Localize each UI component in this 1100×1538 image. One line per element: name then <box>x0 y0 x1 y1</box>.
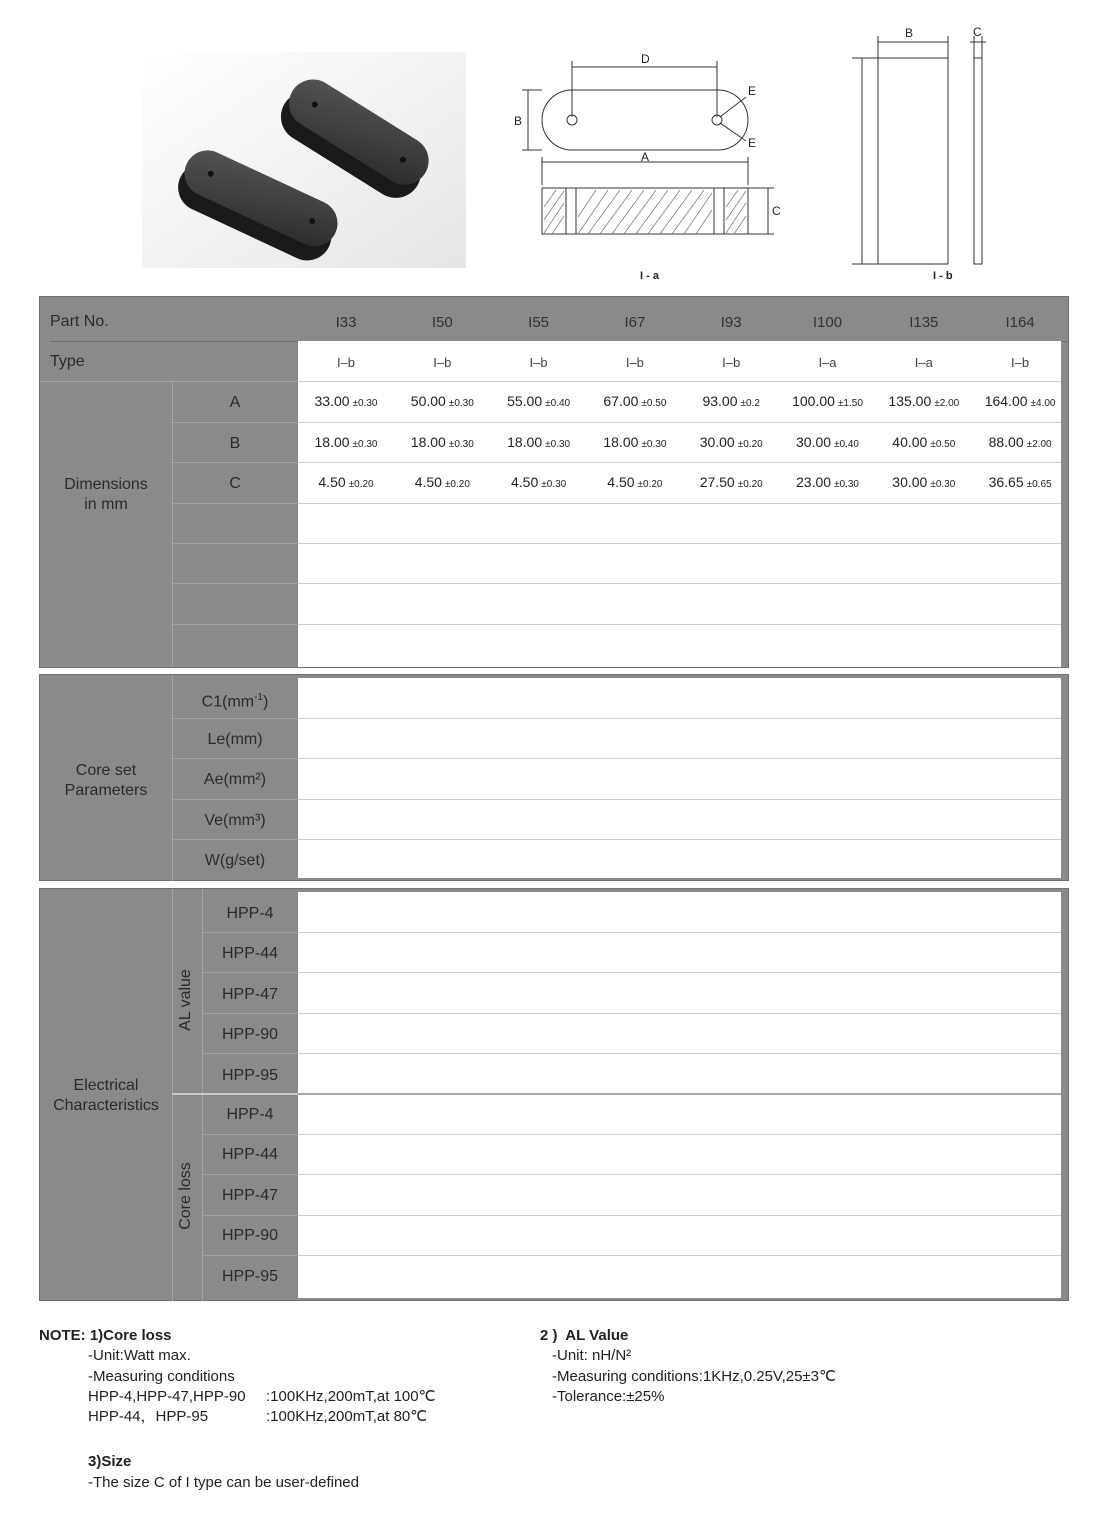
dim-value-tolerance: ±0.50 <box>930 438 956 450</box>
dim-row-label-b: B <box>229 435 241 452</box>
core-loss-label: Core loss <box>177 1162 194 1230</box>
dim-value-number: 18.00 <box>410 433 446 450</box>
dim-value-a-7 <box>972 393 1068 409</box>
dim-value-c-0 <box>298 474 394 490</box>
note-size-title: 3)Size <box>88 1453 132 1470</box>
dim-a-label: A <box>641 150 650 164</box>
drawing-i-a <box>508 45 788 245</box>
dim-row-label-c: C <box>229 475 241 492</box>
loss-row-label-4: HPP-95 <box>221 1267 279 1285</box>
dimensions-panel <box>39 296 1069 668</box>
note-al-title: 2 ) AL Value <box>540 1327 629 1344</box>
dim-value-number: 93.00 <box>702 393 738 409</box>
dim-value-tolerance: ±2.00 <box>1026 438 1052 450</box>
dim-value-tolerance: ±0.20 <box>737 479 763 490</box>
dim-b-label: B <box>514 114 523 128</box>
dim-value-tolerance: ±0.20 <box>637 479 663 490</box>
dim-value-number: 50.00 <box>410 393 446 409</box>
al-row-label-4: HPP-95 <box>221 1066 279 1084</box>
dim-value-a-6 <box>876 393 972 409</box>
dim-value-number: 88.00 <box>988 433 1024 450</box>
drawing-i-b <box>840 22 1000 272</box>
loss-row-label-2: HPP-47 <box>221 1186 279 1204</box>
type-cell-7: I–b <box>1011 355 1030 370</box>
dim-value-tolerance: ±0.30 <box>352 438 378 450</box>
dim-value-number: 67.00 <box>603 393 639 409</box>
type-cell-4: I–b <box>722 355 741 370</box>
caption-i-a: I - a <box>640 270 659 282</box>
dim-value-tolerance: ±0.2 <box>740 398 760 409</box>
param-ae: Ae(mm²) <box>203 771 267 788</box>
loss-row-label-0: HPP-4 <box>226 1106 274 1123</box>
dim-value-tolerance: ±2.00 <box>934 398 960 409</box>
note-cond-2-right: :100KHz,200mT,at 80℃ <box>266 1408 428 1425</box>
type-cell-1: I–b <box>433 355 452 370</box>
dim-value-c-2 <box>491 474 587 490</box>
part-number-4: I93 <box>720 314 742 331</box>
dim-value-tolerance: ±4.00 <box>1030 398 1056 409</box>
dim-value-number: 4.50 <box>414 474 442 490</box>
dim-value-number: 135.00 <box>888 393 932 409</box>
dim-value-b-1 <box>394 434 490 450</box>
dim-value-tolerance: ±0.30 <box>541 479 567 490</box>
dim-value-tolerance: ±0.40 <box>834 438 859 450</box>
core-set-group-label: Core set Parameters <box>64 762 148 799</box>
dim-value-b-5 <box>780 434 876 450</box>
note-cond-1-right: :100KHz,200mT,at 100℃ <box>266 1388 436 1405</box>
al-row-label-2: HPP-47 <box>221 985 279 1003</box>
dim-value-tolerance: ±0.65 <box>1026 479 1052 490</box>
caption-i-b: I - b <box>933 270 953 282</box>
dim-value-tolerance: ±0.50 <box>641 398 667 409</box>
dim-c-label: C <box>772 204 781 218</box>
dim-value-number: 164.00 <box>984 393 1028 409</box>
type-cell-2: I–b <box>529 355 548 370</box>
dim-value-number: 36.65 <box>988 474 1024 490</box>
type-cell-6: I–a <box>914 355 933 370</box>
note-core-loss-unit: -Unit:Watt max. <box>88 1347 191 1364</box>
dim-value-tolerance: ±0.30 <box>545 438 571 450</box>
electrical-panel <box>39 888 1069 1301</box>
dim-value-tolerance: ±0.20 <box>348 479 374 490</box>
dim-value-c-4 <box>683 474 779 490</box>
param-le: Le(mm) <box>207 731 263 748</box>
dim-row-label-a: A <box>229 394 241 411</box>
dim-value-a-5 <box>780 393 876 409</box>
dim-value-number: 30.00 <box>892 474 928 490</box>
dim-value-tolerance: ±0.40 <box>545 398 571 409</box>
al-row-label-3: HPP-90 <box>221 1026 279 1044</box>
dim-value-a-3 <box>587 393 683 409</box>
dim-value-number: 23.00 <box>796 474 832 490</box>
dim-value-c-7 <box>972 474 1068 490</box>
param-c1: $C1(mm^{-1})$ <box>201 692 269 711</box>
part-number-2: I55 <box>528 314 550 331</box>
part-no-label: Part No. <box>50 313 109 330</box>
product-photo <box>142 52 466 268</box>
note-cond-2-left: HPP-44，HPP-95 <box>88 1408 209 1425</box>
dim-e-label-top: E <box>748 84 757 98</box>
dim-value-tolerance: ±0.30 <box>641 438 667 450</box>
dim-value-a-1 <box>394 393 490 409</box>
dim-value-number: 55.00 <box>507 393 543 409</box>
al-row-label-0: HPP-4 <box>226 905 274 922</box>
dim-value-b-3 <box>587 434 683 450</box>
type-cell-5: I–a <box>818 355 837 370</box>
dim-value-b-4 <box>683 434 779 450</box>
param-weight: W(g/set) <box>204 852 266 869</box>
note-al-tolerance: -Tolerance:±25% <box>552 1388 665 1405</box>
dim-value-number: 4.50 <box>510 474 539 490</box>
core-set-panel <box>39 674 1069 881</box>
part-number-5: I100 <box>812 314 843 331</box>
note-al-unit: -Unit: nH/N² <box>552 1347 632 1364</box>
dim-value-number: 30.00 <box>699 433 735 450</box>
dim-value-number: 4.50 <box>318 474 346 490</box>
dim-value-number: 33.00 <box>314 393 350 409</box>
dim-value-tolerance: ±0.20 <box>444 479 470 490</box>
dim-value-number: 40.00 <box>892 433 928 450</box>
dim-value-tolerance: ±0.30 <box>834 479 859 490</box>
dim-value-number: 18.00 <box>603 433 639 450</box>
dim-value-number: 30.00 <box>796 433 832 450</box>
dim-value-c-1 <box>394 474 490 490</box>
dim-value-number: 18.00 <box>507 433 543 450</box>
electrical-group-label: Electrical Characteristics <box>53 1077 159 1114</box>
dim-b-label-ib: B <box>905 26 914 40</box>
electrical-grid <box>298 892 1061 1298</box>
loss-row-label-1: HPP-44 <box>221 1146 279 1164</box>
dim-value-b-6 <box>876 434 972 450</box>
note-cond-1-left: HPP-4,HPP-47,HPP-90 <box>88 1388 246 1405</box>
dim-value-tolerance: ±0.20 <box>737 438 763 450</box>
dim-value-number: 100.00 <box>792 393 835 409</box>
dim-value-a-4 <box>683 393 779 409</box>
dim-d-label: D <box>641 52 650 66</box>
dim-c-label-ib: C <box>973 25 982 39</box>
dim-value-c-5 <box>780 474 876 490</box>
dim-value-tolerance: ±0.30 <box>352 398 378 409</box>
type-cell-3: I–b <box>625 355 644 370</box>
part-number-1: I50 <box>431 314 453 331</box>
dim-value-b-2 <box>491 434 587 450</box>
dim-value-c-3 <box>587 474 683 490</box>
loss-row-label-3: HPP-90 <box>221 1227 279 1245</box>
part-number-6: I135 <box>909 314 939 331</box>
part-number-7: I164 <box>1005 314 1035 331</box>
note-core-loss-title: NOTE: 1)Core loss <box>39 1327 172 1344</box>
dim-value-tolerance: ±0.30 <box>448 398 474 409</box>
dim-value-c-6 <box>876 474 972 490</box>
part-number-3: I67 <box>624 314 646 331</box>
note-core-loss-measuring: -Measuring conditions <box>88 1368 235 1385</box>
dimensions-grid <box>298 341 1061 667</box>
core-set-grid <box>298 678 1061 878</box>
note-size-line: -The size C of I type can be user-defined <box>88 1474 359 1491</box>
dim-value-b-7 <box>972 434 1068 450</box>
dim-value-number: 18.00 <box>314 433 350 450</box>
type-cell-0: I–b <box>336 355 356 370</box>
dim-value-b-0 <box>298 434 394 450</box>
al-value-label: AL value <box>177 969 194 1031</box>
al-row-label-1: HPP-44 <box>221 945 279 963</box>
dim-value-number: 27.50 <box>699 474 735 490</box>
dim-value-tolerance: ±0.30 <box>448 438 474 450</box>
type-label: Type <box>50 353 85 370</box>
dim-value-number: 4.50 <box>607 474 635 490</box>
param-ve: Ve(mm³) <box>204 812 266 829</box>
dimensions-group-label: Dimensions in mm <box>64 476 148 513</box>
note-al-measuring: -Measuring conditions:1KHz,0.25V,25±3℃ <box>552 1368 836 1385</box>
dim-e-label-bottom: E <box>748 136 757 150</box>
dim-value-tolerance: ±1.50 <box>837 398 863 409</box>
dim-value-a-0 <box>298 393 394 409</box>
part-number-0: I33 <box>335 314 357 331</box>
dim-value-tolerance: ±0.30 <box>930 479 956 490</box>
dim-value-a-2 <box>491 393 587 409</box>
